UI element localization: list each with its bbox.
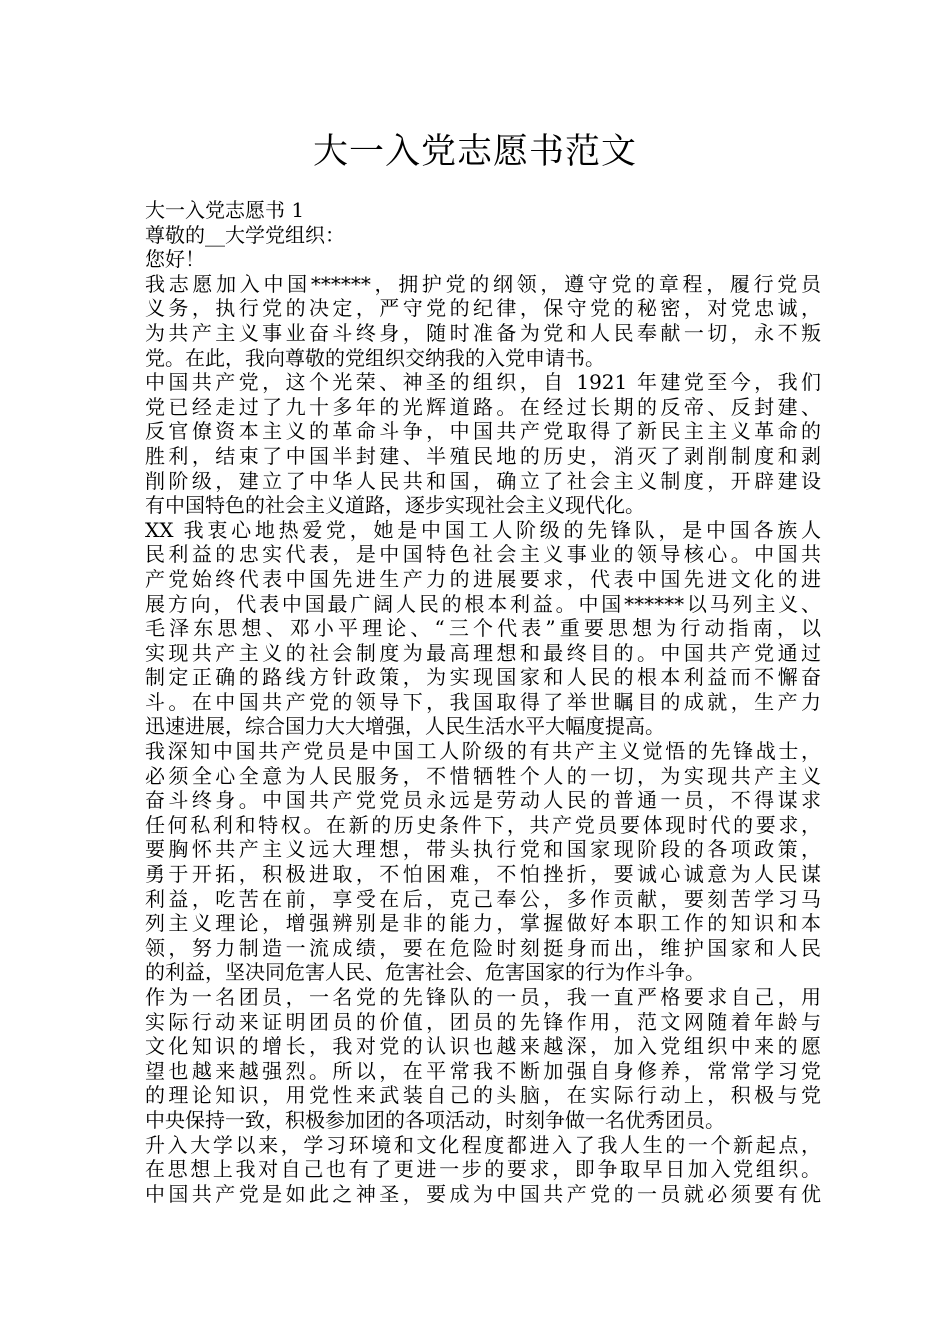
text-line: 领，努力制造一流成绩，要在危险时刻挺身而出，维护国家和人民	[145, 935, 821, 960]
text-line: 要胸怀共产主义远大理想，带头执行党和国家现阶段的各项政策，	[145, 837, 821, 862]
text-line: 党已经走过了九十多年的光辉道路。在经过长期的反帝、反封建、	[145, 394, 821, 419]
text-line: 有中国特色的社会主义道路，逐步实现社会主义现代化。	[145, 493, 645, 518]
text-line: 中央保持一致，积极参加团的各项活动，时刻争做一名优秀团员。	[145, 1107, 725, 1132]
text-line: 为共产主义事业奋斗终身，随时准备为党和人民奉献一切，永不叛	[145, 320, 821, 345]
text-line: 迅速进展，综合国力大大增强，人民生活水平大幅度提高。	[145, 714, 665, 739]
text-line: 产党始终代表中国先进生产力的进展要求，代表中国先进文化的进	[145, 566, 821, 591]
document-title: 大一入党志愿书范文	[312, 132, 637, 172]
text-line: 中国共产党，这个光荣、神圣的组织，自 1921 年建党至今，我们	[145, 370, 821, 395]
text-line: 大一入党志愿书 1	[145, 198, 305, 222]
text-line: 任何私利和特权。在新的历史条件下，共产党员要体现时代的要求，	[145, 812, 821, 837]
text-line: 尊敬的__大学党组织：	[145, 222, 345, 247]
text-line: 勇于开拓，积极进取，不怕困难，不怕挫折，要诚心诚意为人民谋	[145, 862, 821, 887]
text-line: 党。在此，我向尊敬的党组织交纳我的入党申请书。	[145, 345, 605, 370]
document-body	[145, 198, 821, 1206]
text-line: 斗。在中国共产党的领导下，我国取得了举世瞩目的成就，生产力	[145, 689, 821, 714]
text-line: 制定正确的路线方针政策，为实现国家和人民的根本利益而不懈奋	[145, 665, 821, 690]
text-line: 中国共产党是如此之神圣，要成为中国共产党的一员就必须要有优	[145, 1181, 821, 1206]
text-line: 我深知中国共产党员是中国工人阶级的有共产主义觉悟的先锋战士，	[145, 739, 821, 764]
text-line: 必须全心全意为人民服务，不惜牺牲个人的一切，为实现共产主义	[145, 763, 821, 788]
text-line: 毛泽东思想、邓小平理论、“三个代表”重要思想为行动指南，以	[145, 616, 821, 641]
text-line: 民利益的忠实代表，是中国特色社会主义事业的领导核心。中国共	[145, 542, 821, 567]
text-line: 您好！	[145, 247, 205, 272]
text-line: 实现共产主义的社会制度为最高理想和最终目的。中国共产党通过	[145, 640, 821, 665]
text-line: 我志愿加入中国******，拥护党的纲领，遵守党的章程，履行党员	[145, 271, 821, 296]
text-line: 的理论知识，用党性来武装自己的头脑，在实际行动上，积极与党	[145, 1083, 821, 1108]
text-line: 升入大学以来，学习环境和文化程度都进入了我人生的一个新起点，	[145, 1132, 821, 1157]
text-line: 奋斗终身。中国共产党党员永远是劳动人民的普通一员，不得谋求	[145, 788, 821, 813]
text-line: 反官僚资本主义的革命斗争，中国共产党取得了新民主主义革命的	[145, 419, 821, 444]
text-line: 文化知识的增长，我对党的认识也越来越深，加入党组织中来的愿	[145, 1034, 821, 1059]
text-line: 作为一名团员，一名党的先锋队的一员，我一直严格要求自己，用	[145, 985, 821, 1009]
text-line: 胜利，结束了中国半封建、半殖民地的历史，消灭了剥削制度和剥	[145, 443, 821, 468]
text-line: 在思想上我对自己也有了更进一步的要求，即争取早日加入党组织。	[145, 1157, 821, 1182]
text-line: XX 我衷心地热爱党，她是中国工人阶级的先锋队，是中国各族人	[145, 517, 821, 542]
text-line: 展方向，代表中国最广阔人民的根本利益。中国******以马列主义、	[145, 591, 821, 616]
text-line: 实际行动来证明团员的价值，团员的先锋作用，范文网随着年龄与	[145, 1009, 821, 1034]
text-line: 列主义理论，增强辨别是非的能力，掌握做好本职工作的知识和本	[145, 911, 821, 936]
text-line: 望也越来越强烈。所以，在平常我不断加强自身修养，常常学习党	[145, 1058, 821, 1083]
text-line: 义务，执行党的决定，严守党的纪律，保守党的秘密，对党忠诚，	[145, 296, 821, 321]
text-line: 利益，吃苦在前，享受在后，克己奉公，多作贡献，要刻苦学习马	[145, 886, 821, 911]
text-line: 的利益，坚决同危害人民、危害社会、危害国家的行为作斗争。	[145, 960, 705, 985]
text-line: 削阶级，建立了中华人民共和国，确立了社会主义制度，开辟建设	[145, 468, 821, 493]
